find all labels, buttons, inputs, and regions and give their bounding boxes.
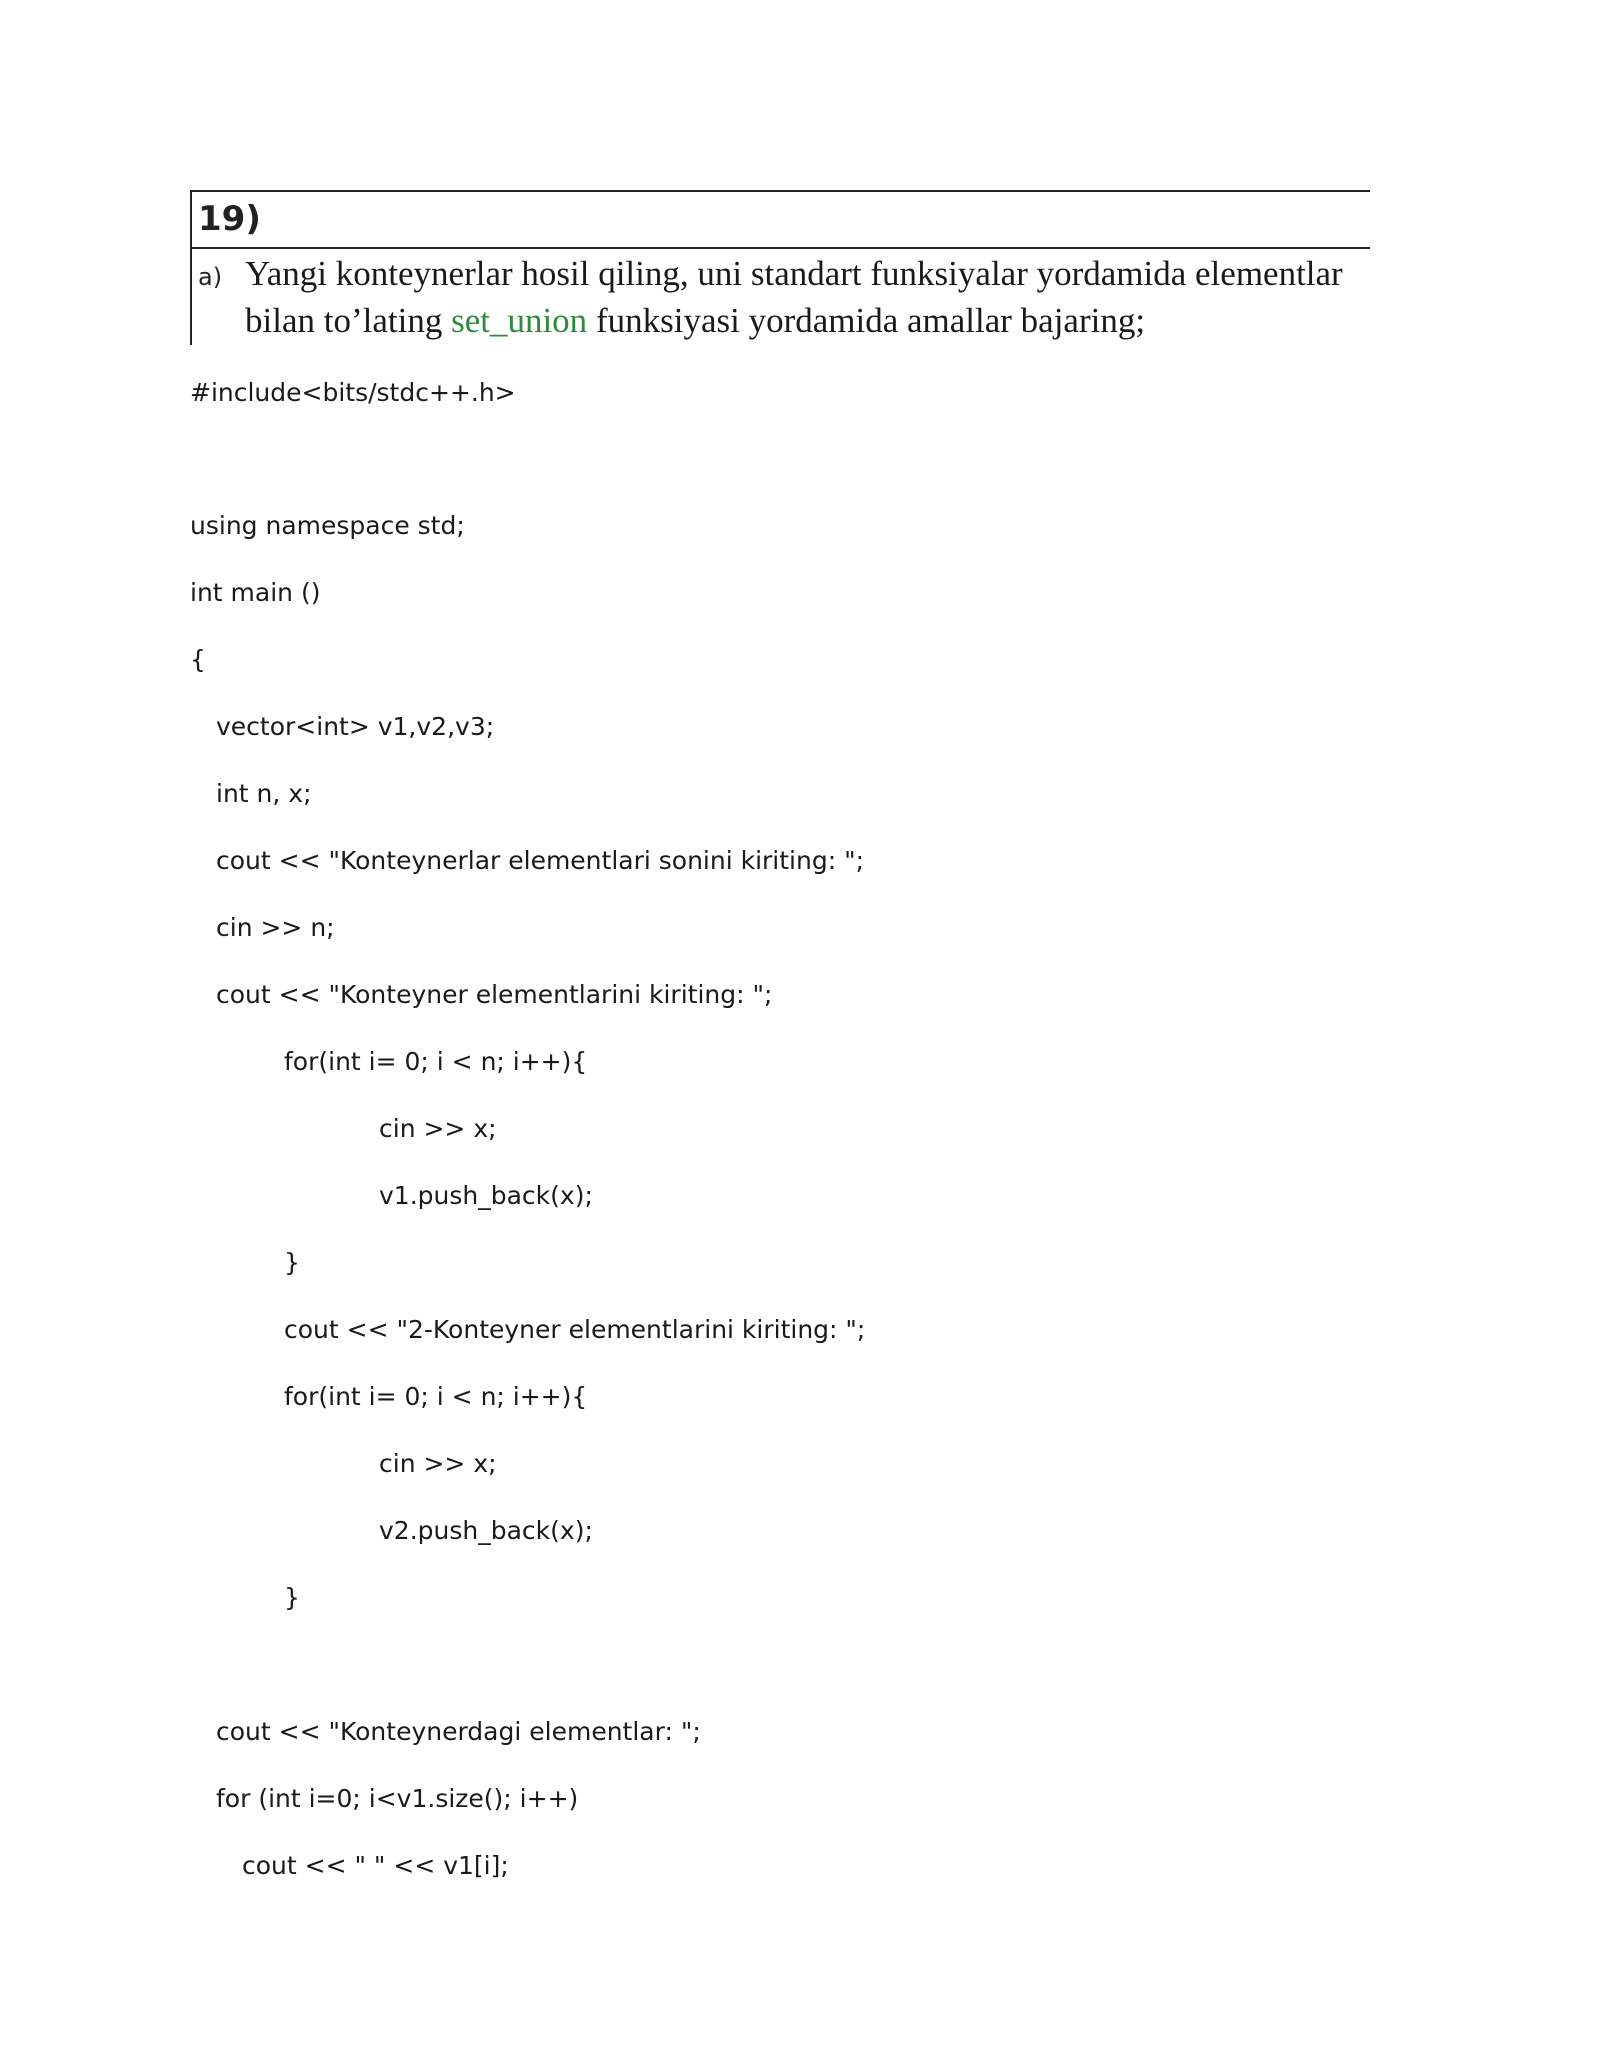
code-line-close-loop-1: } (284, 1248, 300, 1277)
code-line-main-signature: int main () (190, 578, 321, 607)
code-line-for-loop-2: for(int i= 0; i < n; i++){ (284, 1382, 588, 1411)
task-description (245, 250, 1365, 344)
code-line-cin-2: cin >> x; (379, 1449, 497, 1478)
task-text-before: Yangi konteynerlar hosil qiling, uni standart funksiyalar yordamida elementlar bilan to’lating (245, 254, 1343, 340)
task-top-rule (190, 190, 1370, 192)
code-line-push-v2: v2.push_back(x); (379, 1516, 593, 1545)
task-number: 19) (198, 199, 261, 239)
code-line-using: using namespace std; (190, 511, 465, 540)
task-letter: a) (198, 263, 223, 291)
code-line-include: #include<bits/stdc++.h> (190, 378, 516, 407)
code-line-prompt-count: cout << "Konteynerlar elementlari sonini kiriting: "; (216, 846, 865, 875)
code-line-prompt-second: cout << "2-Konteyner elementlarini kiriting: "; (284, 1315, 866, 1344)
code-line-prompt-first: cout << "Konteyner elementlarini kiriting: "; (216, 980, 773, 1009)
task-box (190, 190, 1370, 345)
code-line-var-decl: int n, x; (216, 779, 312, 808)
code-line-read-n: cin >> n; (216, 913, 335, 942)
code-line-print-v1: cout << " " << v1[i]; (242, 1851, 509, 1880)
code-line-cin-1: cin >> x; (379, 1114, 497, 1143)
code-line-close-loop-2: } (284, 1583, 300, 1612)
code-line-push-v1: v1.push_back(x); (379, 1181, 593, 1210)
code-line-open-brace: { (190, 645, 206, 674)
code-line-for-loop-3: for (int i=0; i<v1.size(); i++) (216, 1784, 579, 1813)
task-left-rule (190, 190, 192, 345)
task-mid-rule (190, 247, 1370, 249)
code-line-prompt-output: cout << "Konteynerdagi elementlar: "; (216, 1717, 701, 1746)
code-line-for-loop-1: for(int i= 0; i < n; i++){ (284, 1047, 588, 1076)
task-text-after: funksiyasi yordamida amallar bajaring; (587, 301, 1146, 340)
code-line-vector-decl: vector<int> v1,v2,v3; (216, 712, 495, 741)
task-function-name: set_union (451, 301, 588, 340)
